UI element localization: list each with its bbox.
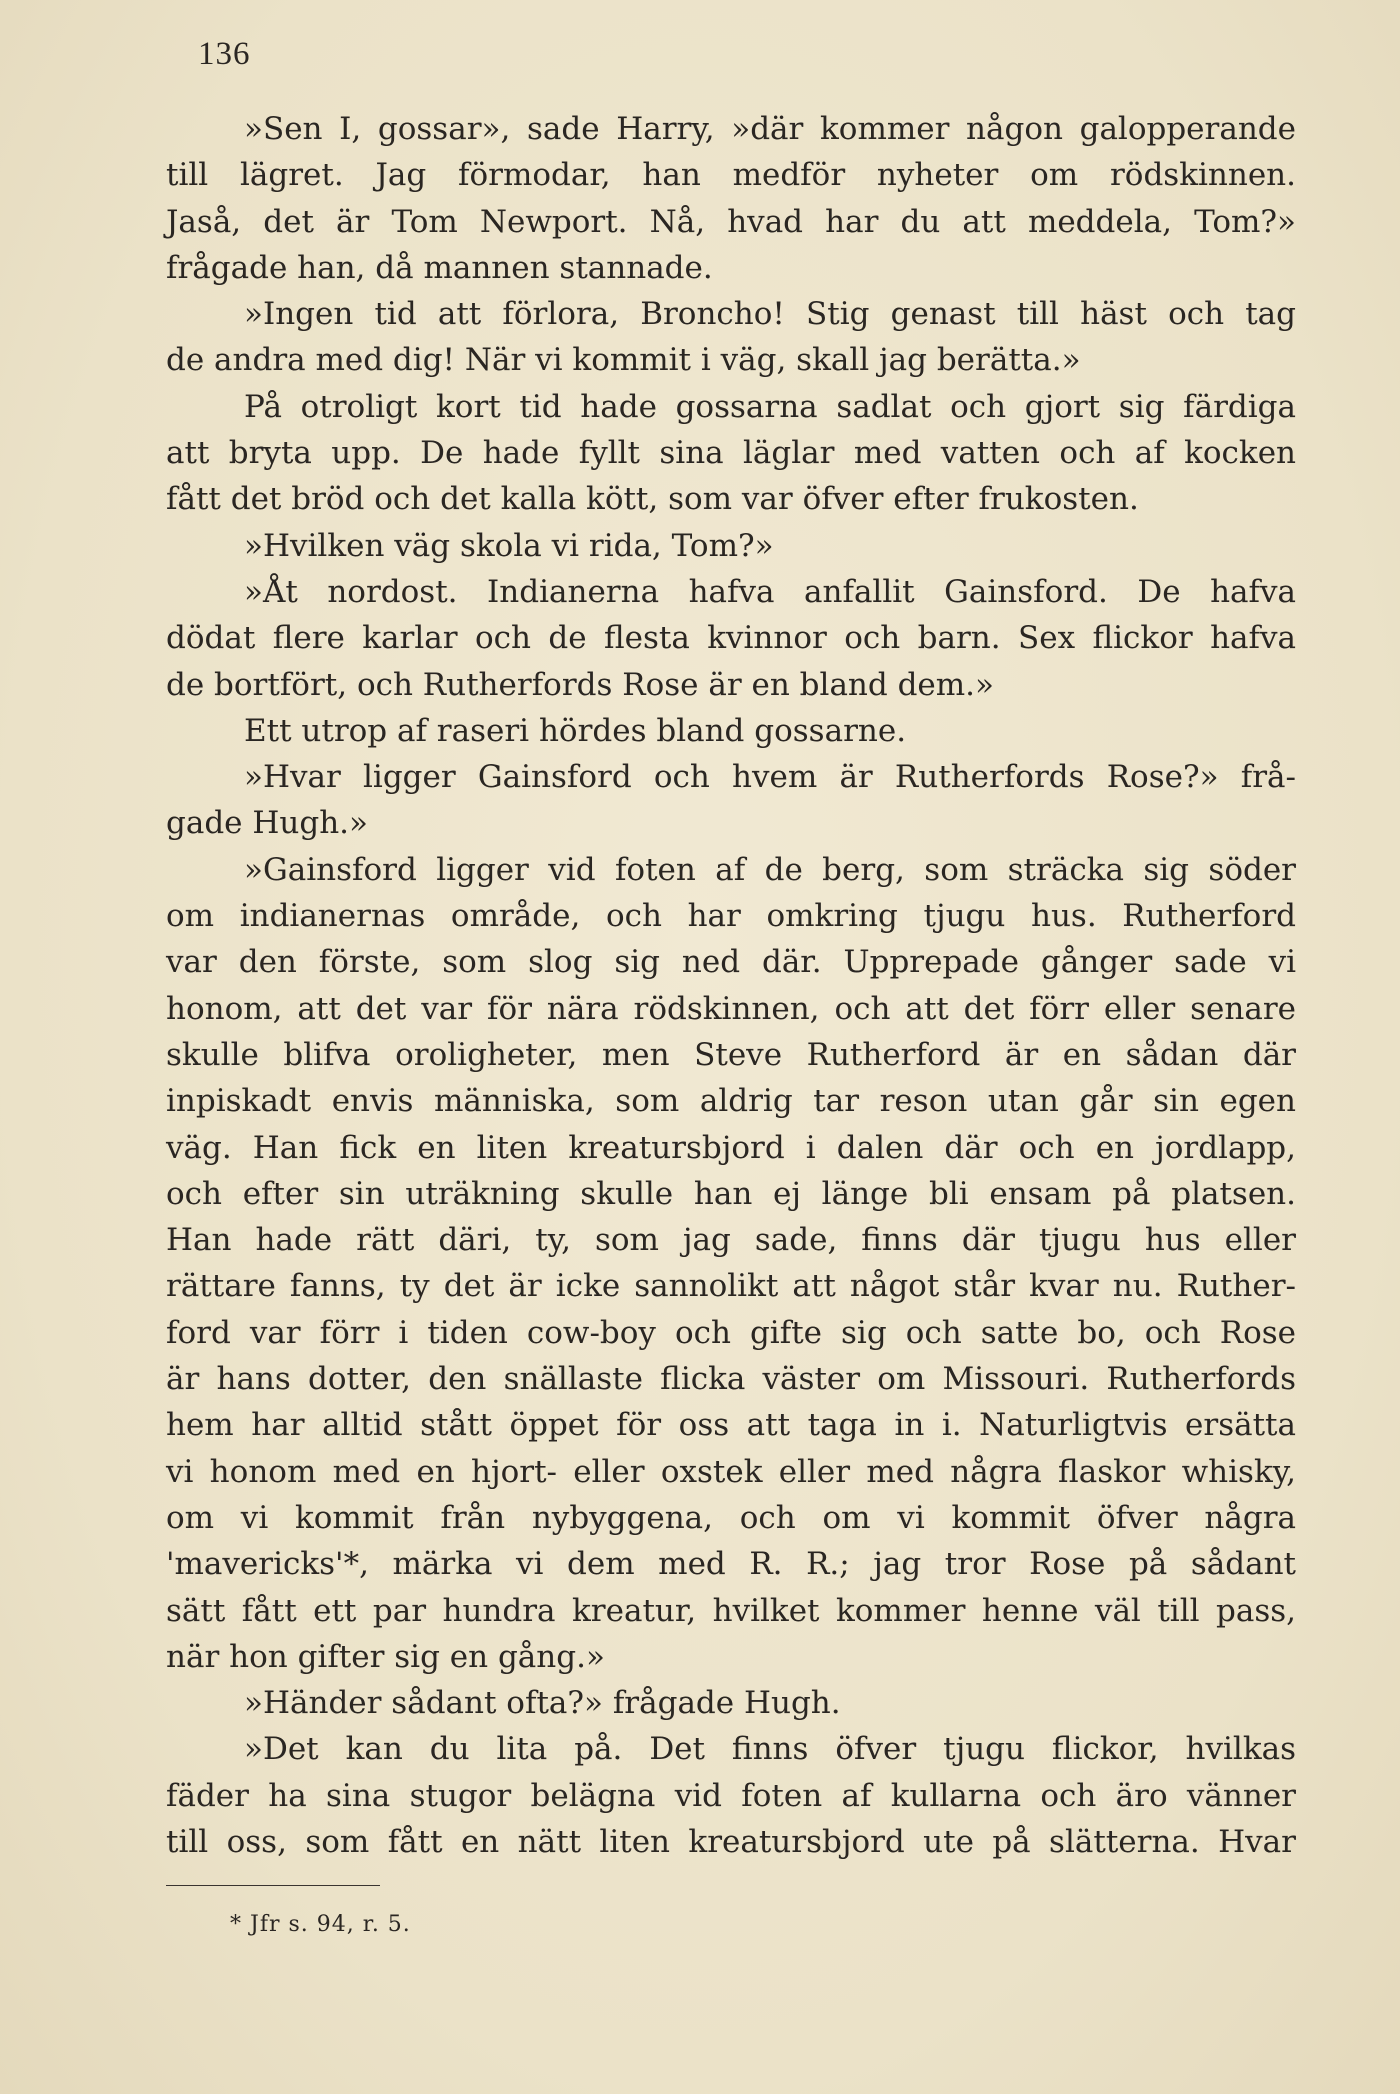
text-line: Han hade rätt däri, ty, som jag sade, finns där tjugu hus eller bbox=[166, 1222, 1296, 1259]
text-line: På otroligt kort tid hade gossarna sadlat och gjort sig färdiga bbox=[244, 388, 1296, 425]
text-line: sätt fått ett par hundra kreatur, hvilket kommer henne väl till pass, bbox=[166, 1592, 1296, 1629]
footnote-rule bbox=[166, 1885, 380, 1886]
page-number: 136 bbox=[198, 36, 251, 72]
text-line: till oss, som fått en nätt liten kreatursbjord ute på slätterna. Hvar bbox=[166, 1823, 1296, 1860]
text-line: »Hvar ligger Gainsford och hvem är Rutherfords Rose?» frå- bbox=[244, 759, 1296, 796]
text-line: gade Hugh.» bbox=[166, 805, 368, 842]
text-line: »Ingen tid att förlora, Broncho! Stig genast till häst och tag bbox=[244, 296, 1296, 333]
text-line: »Det kan du lita på. Det finns öfver tjugu flickor, hvilkas bbox=[244, 1731, 1296, 1768]
text-line: väg. Han fick en liten kreatursbjord i dalen där och en jordlapp, bbox=[166, 1129, 1296, 1166]
text-line: fått det bröd och det kalla kött, som var öfver efter frukosten. bbox=[166, 481, 1139, 518]
text-line: hem har alltid stått öppet för oss att taga in i. Naturligtvis ersätta bbox=[166, 1407, 1296, 1444]
text-line: vi honom med en hjort- eller oxstek eller med några flaskor whisky, bbox=[166, 1453, 1296, 1490]
text-line: 'mavericks'*, märka vi dem med R. R.; jag tror Rose på sådant bbox=[166, 1546, 1296, 1583]
text-line: till lägret. Jag förmodar, han medför nyheter om rödskinnen. bbox=[166, 157, 1296, 194]
text-line: om indianernas område, och har omkring tjugu hus. Rutherford bbox=[166, 898, 1296, 935]
text-line: fäder ha sina stugor belägna vid foten af kullarna och äro vänner bbox=[166, 1777, 1296, 1814]
text-line: »Åt nordost. Indianerna hafva anfallit Gainsford. De hafva bbox=[244, 573, 1296, 610]
text-line: honom, att det var för nära rödskinnen, och att det förr eller senare bbox=[166, 990, 1296, 1027]
text-line: om vi kommit från nybyggena, och om vi kommit öfver några bbox=[166, 1499, 1296, 1536]
text-line: att bryta upp. De hade fyllt sina läglar med vatten och af kocken bbox=[166, 435, 1296, 472]
body-text bbox=[166, 106, 1296, 1865]
footnote: * Jfr s. 94, r. 5. bbox=[230, 1912, 411, 1937]
text-line: när hon gifter sig en gång.» bbox=[166, 1638, 605, 1675]
text-line: inpiskadt envis människa, som aldrig tar reson utan går sin egen bbox=[166, 1083, 1296, 1120]
text-line: de andra med dig! När vi kommit i väg, skall jag berätta.» bbox=[166, 342, 1081, 379]
text-line: och efter sin uträkning skulle han ej länge bli ensam på platsen. bbox=[166, 1175, 1296, 1212]
text-line: var den förste, som slog sig ned där. Upprepade gånger sade vi bbox=[166, 944, 1296, 981]
text-line: »Sen I, gossar», sade Harry, »där kommer någon galopperande bbox=[244, 111, 1296, 147]
text-line: är hans dotter, den snällaste flicka väster om Missouri. Rutherfords bbox=[166, 1361, 1296, 1398]
text-line: rättare fanns, ty det är icke sannolikt att något står kvar nu. Ruther- bbox=[166, 1268, 1296, 1305]
text-line: »Gainsford ligger vid foten af de berg, som sträcka sig söder bbox=[244, 851, 1296, 888]
text-line: »Hvilken väg skola vi rida, Tom?» bbox=[244, 527, 774, 564]
text-line: Ett utrop af raseri hördes bland gossarne. bbox=[244, 712, 907, 749]
text-line: frågade han, då mannen stannade. bbox=[166, 249, 713, 286]
text-line: »Händer sådant ofta?» frågade Hugh. bbox=[244, 1685, 841, 1722]
text-line: skulle blifva oroligheter, men Steve Rutherford är en sådan där bbox=[166, 1036, 1296, 1073]
text-line: de bortfört, och Rutherfords Rose är en bland dem.» bbox=[166, 666, 994, 703]
text-line: ford var förr i tiden cow-boy och gifte sig och satte bo, och Rose bbox=[166, 1314, 1296, 1351]
text-line: Jaså, det är Tom Newport. Nå, hvad har du att meddela, Tom?» bbox=[166, 203, 1296, 240]
text-line: dödat flere karlar och de flesta kvinnor och barn. Sex flickor hafva bbox=[166, 620, 1296, 657]
